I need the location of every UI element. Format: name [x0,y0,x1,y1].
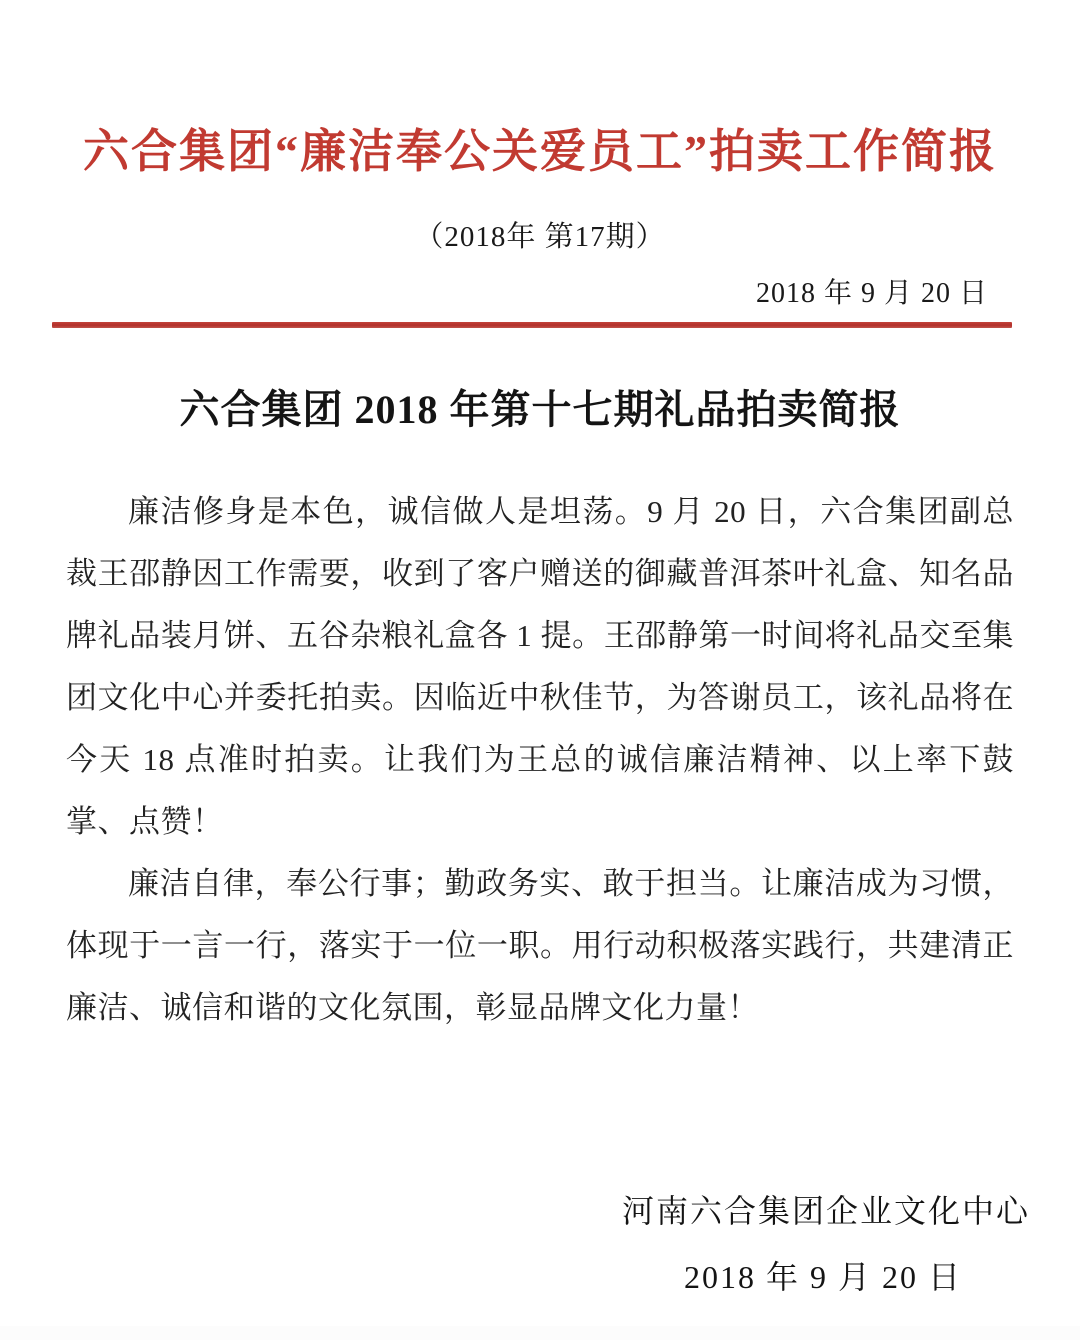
divider-rule [52,322,1012,328]
signature-org: 河南六合集团企业文化中心 [621,1193,1030,1229]
issue-date: 2018 年 9 月 20 日 [755,278,988,309]
body-paragraph: 廉洁自律，奉公行事；勤政务实、敢于担当。让廉洁成为习惯，体现于一言一行，落实于一位一职。用行动积极落实践行，共建清正廉洁、诚信和谐的文化氛围，彰显品牌文化力量！ [66,866,1014,1025]
signature-block [0,1191,1080,1297]
section-heading: 六合集团 2018 年第十七期礼品拍卖简报 [179,387,901,432]
page-title: 六合集团“廉洁奉公关爱员工”拍卖工作简报 [83,126,997,177]
issue-number: （2018年 第17期） [414,221,666,253]
body-text [66,481,1014,1039]
page-bottom-edge [0,1326,1080,1340]
signature-date: 2018 年 9 月 20 日 [683,1259,962,1295]
body-paragraph: 廉洁修身是本色，诚信做人是坦荡。9 月 20 日，六合集团副总裁王邵静因工作需要，收到了客户赠送的御藏普洱茶叶礼盒、知名品牌礼品装月饼、五谷杂粮礼盒各 1 提。王邵静第一时间将礼品交至集团文化中心并委托拍卖。因临近中秋佳节，为答谢员工，该礼品将在今天 18 点准时拍卖。让我们为王总的诚信廉洁精神、以上率下鼓掌、点赞！ [66,494,1014,839]
